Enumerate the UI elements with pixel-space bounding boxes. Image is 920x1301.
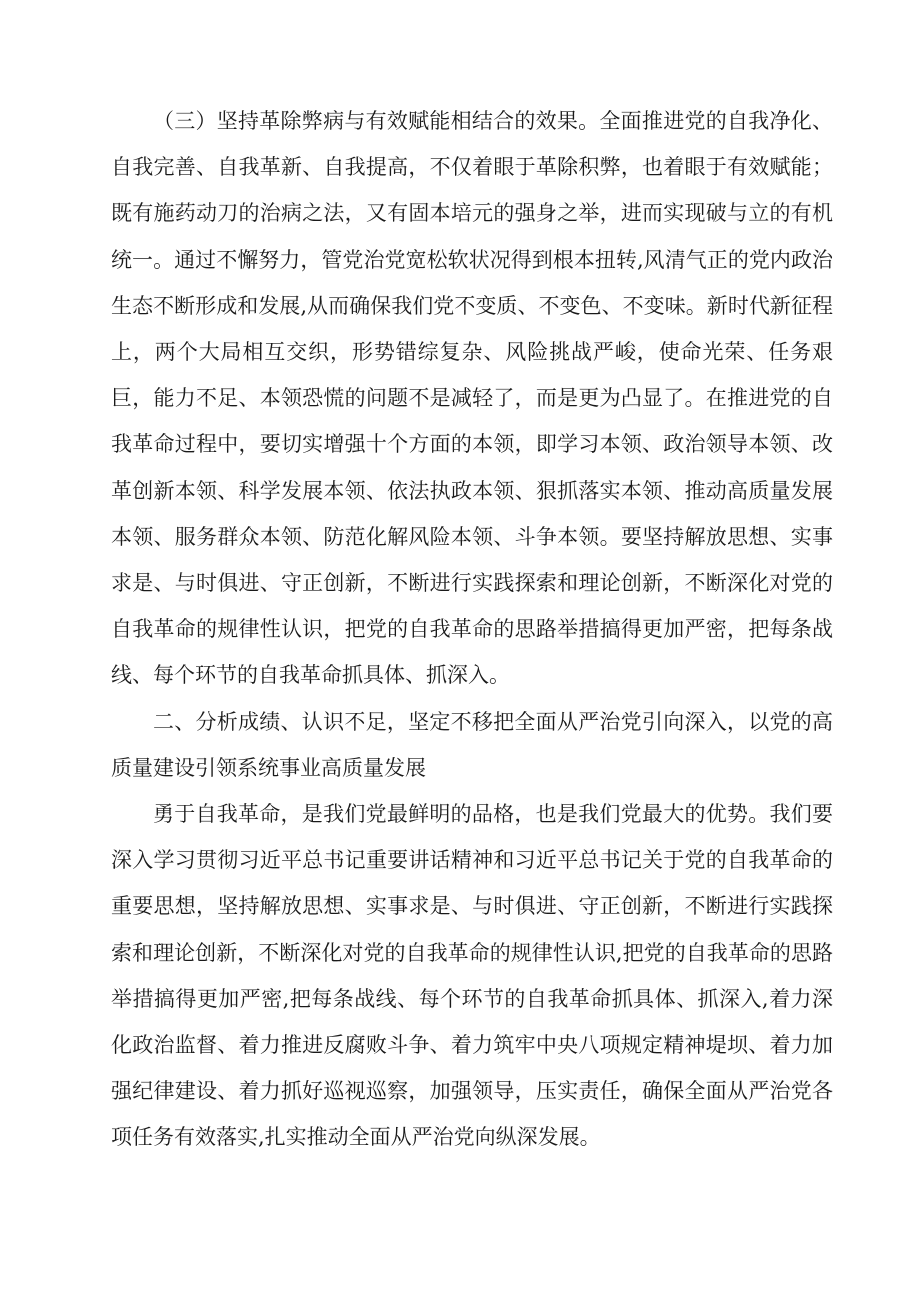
paragraph-self-revolution: 勇于自我革命，是我们党最鲜明的品格，也是我们党最大的优势。我们要深入学习贯彻习近平总书记重要讲话精神和习近平总书记关于党的自我革命的重要思想，坚持解放思想、实事求是、与时俱进、守正创新，不断进行实践探索和理论创新，不断深化对党的自我革命的规律性认识,把党的自我革命的思路举措搞得更加严密,把每条战线、每个环节的自我革命抓具体、抓深入,着力深化政治监督、着力推进反腐败斗争、着力筑牢中央八项规定精神堤坝、着力加强纪律建设、着力抓好巡视巡察，加强领导，压实责任，确保全面从严治党各项任务有效落实,扎实推动全面从严治党向纵深发展。 [111, 802, 833, 1150]
section-heading-two: 二、分析成绩、认识不足，坚定不移把全面从严治党引向深入，以党的高质量建设引领系统事业高质量发展 [111, 709, 833, 780]
document-body [111, 98, 833, 1161]
paragraph-section-three: （三）坚持革除弊病与有效赋能相结合的效果。全面推进党的自我净化、自我完善、自我革新、自我提高，不仅着眼于革除积弊，也着眼于有效赋能；既有施药动刀的治病之法，又有固本培元的强身之举，进而实现破与立的有机统一。通过不懈努力，管党治党宽松软状况得到根本扭转,风清气正的党内政治生态不断形成和发展,从而确保我们党不变质、不变色、不变味。新时代新征程上，两个大局相互交织，形势错综复杂、风险挑战严峻，使命光荣、任务艰巨，能力不足、本领恐慌的问题不是减轻了，而是更为凸显了。在推进党的自我革命过程中，要切实增强十个方面的本领，即学习本领、政治领导本领、改革创新本领、科学发展本领、依法执政本领、狠抓落实本领、推动高质量发展本领、服务群众本领、防范化解风险本领、斗争本领。要坚持解放思想、实事求是、与时俱进、守正创新，不断进行实践探索和理论创新，不断深化对党的自我革命的规律性认识，把党的自我革命的思路举措搞得更加严密，把每条战线、每个环节的自我革命抓具体、抓深入。 [111, 109, 833, 688]
